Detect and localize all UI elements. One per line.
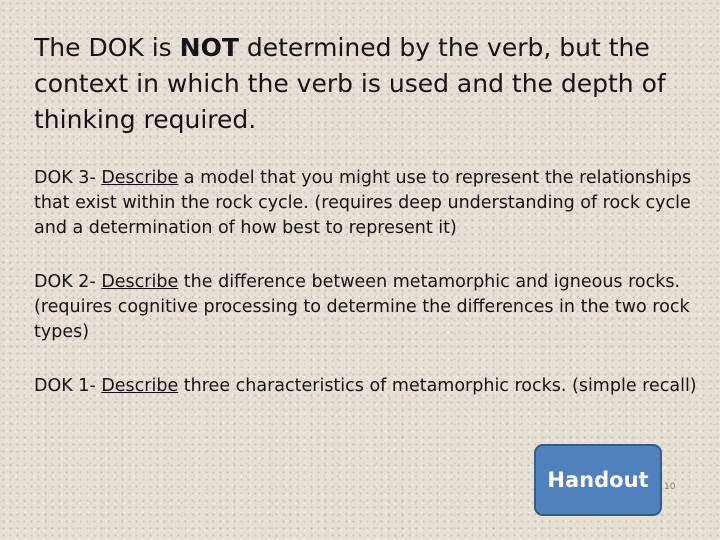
title-text-after: determined by the verb, but the context in which the verb is used and the depth of thinking required. bbox=[34, 33, 666, 134]
handout-button[interactable]: Handout bbox=[534, 444, 662, 516]
slide-body bbox=[34, 166, 718, 428]
dok-3-verb: Describe bbox=[101, 168, 179, 188]
dok-1-verb: Describe bbox=[101, 376, 179, 396]
dok-1-text: three characteristics of metamorphic rocks. (simple recall) bbox=[178, 376, 697, 396]
dok-2-paragraph bbox=[34, 270, 718, 345]
slide-title bbox=[34, 30, 704, 138]
dok-1-paragraph bbox=[34, 374, 718, 399]
dok-2-verb: Describe bbox=[101, 272, 179, 292]
dok-3-text: a model that you might use to represent the relationships that exist within the rock cycle. (requires deep understanding of rock cycle and a determination of how best to represent it) bbox=[34, 168, 692, 238]
slide-number: 10 bbox=[664, 482, 676, 492]
title-text-before: The DOK is bbox=[34, 33, 180, 62]
dok-2-text: the difference between metamorphic and igneous rocks. (requires cognitive processing to determine the differences in the two rock types) bbox=[34, 272, 690, 342]
title-emphasis: NOT bbox=[179, 33, 239, 62]
dok-3-prefix: DOK 3- bbox=[34, 168, 102, 188]
dok-2-prefix: DOK 2- bbox=[34, 272, 102, 292]
dok-3-paragraph bbox=[34, 166, 718, 241]
dok-1-prefix: DOK 1- bbox=[34, 376, 102, 396]
